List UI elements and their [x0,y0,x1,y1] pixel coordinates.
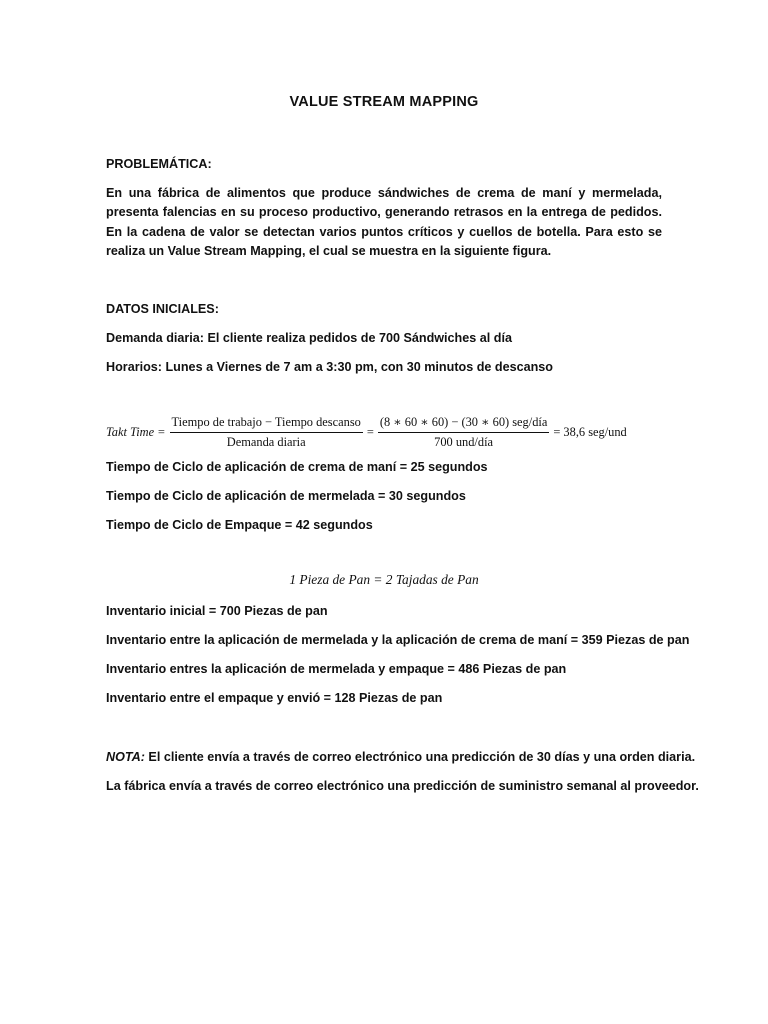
ciclo-crema-line: Tiempo de Ciclo de aplicación de crema de maní = 25 segundos [106,460,488,474]
demanda-line: Demanda diaria: El cliente realiza pedidos de 700 Sándwiches al día [106,331,512,345]
takt-fraction-1-denominator: Demanda diaria [226,434,306,449]
inventario-inicial-line: Inventario inicial = 700 Piezas de pan [106,604,328,618]
page-title: VALUE STREAM MAPPING [289,94,479,110]
problematica-heading: PROBLEMÁTICA: [106,157,212,171]
nota-label: NOTA: [106,750,145,764]
nota-line [106,748,696,767]
ciclo-empaque-line: Tiempo de Ciclo de Empaque = 42 segundos [106,518,373,532]
nota-text: El cliente envía a través de correo electrónico una predicción de 30 días y una orden diaria. [144,750,696,764]
takt-time-equation [106,412,666,452]
ciclo-mermelada-line: Tiempo de Ciclo de aplicación de mermelada = 30 segundos [106,489,466,503]
takt-equals: = [366,424,374,439]
takt-result: = 38,6 seg/und [553,424,627,439]
inventario-mermelada-empaque-line: Inventario entres la aplicación de mermelada y empaque = 486 Piezas de pan [106,662,567,676]
takt-fraction-1 [170,415,363,450]
takt-fraction-2 [378,414,550,450]
takt-fraction-2-numerator: (8 ∗ 60 ∗ 60) − (30 ∗ 60) seg/día [378,414,550,433]
pieza-equation: 1 Pieza de Pan = 2 Tajadas de Pan [289,572,479,587]
nota-line-2: La fábrica envía a través de correo electrónico una predicción de suministro semanal al proveedor. [106,779,699,793]
problematica-paragraph: En una fábrica de alimentos que produce sándwiches de crema de maní y mermelada, presenta falencias en su proceso productivo, generando retrasos en la entrega de pedidos. En la cadena de valor se detectan varios puntos críticos y cuellos de botella. Para esto se realiza un Value Stream Mapping, el cual se muestra en la siguiente figura. [106,186,662,258]
takt-lhs: Takt Time = [106,424,166,439]
horarios-line: Horarios: Lunes a Viernes de 7 am a 3:30 pm, con 30 minutos de descanso [106,360,554,374]
inventario-empaque-envio-line: Inventario entre el empaque y envió = 128 Piezas de pan [106,691,443,705]
takt-fraction-1-numerator: Tiempo de trabajo − Tiempo descanso [170,415,363,433]
inventario-mermelada-crema-line: Inventario entre la aplicación de mermelada y la aplicación de crema de maní = 359 Piezas de pan [106,633,690,647]
takt-fraction-2-denominator: 700 und/día [434,435,494,449]
datos-heading: DATOS INICIALES: [106,302,219,316]
